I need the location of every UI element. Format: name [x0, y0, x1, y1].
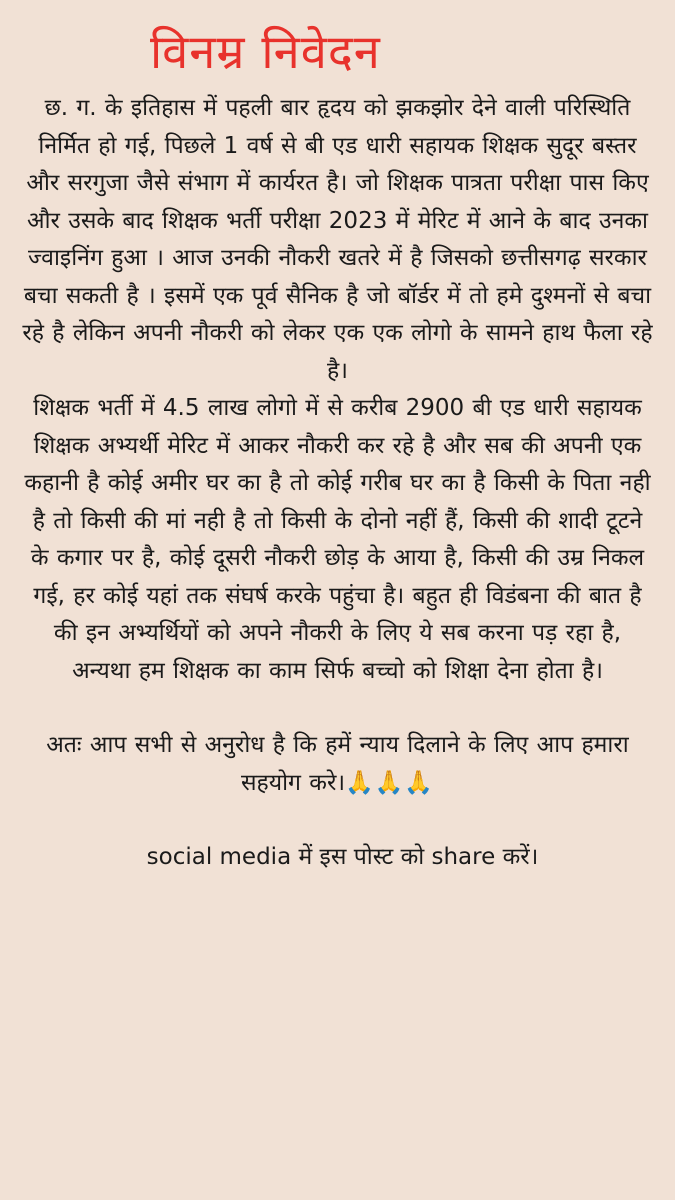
paragraph-2: शिक्षक भर्ती में 4.5 लाख लोगो में से करीब 2900 बी एड धारी सहायक शिक्षक अभ्यर्थी मेरिट में आकर नौकरी कर रहे है और सब की अपनी एक कहानी है कोई अमीर घर का है तो कोई गरीब घर का है किसी के पिता नही है तो किसी की मां नही है तो किसी के दोनो नहीं हैं, किसी की शादी टूटने के कगार पर है, कोई दूसरी नौकरी छोड़ के आया है, किसी की उम्र निकल गई, हर कोई यहां तक संघर्ष करके पहुंचा है। बहुत ही विडंबना की बात है की इन अभ्यर्थियों को अपने नौकरी के लिए ये सब करना पड़ रहा है, अन्यथा हम शिक्षक का काम सिर्फ बच्चो को शिक्षा देना होता है। [24, 395, 651, 684]
spacer [22, 802, 653, 839]
appeal-paragraph [22, 727, 653, 802]
notice-title: विनम्र निवेदन [150, 25, 381, 80]
folded-hands-icon: 🙏🙏🙏 [345, 769, 435, 796]
appeal-text: अतः आप सभी से अनुरोध है कि हमें न्याय दिलाने के लिए आप हमारा सहयोग करे। [46, 732, 629, 796]
share-line: social media में इस पोस्ट को share करें। [146, 844, 539, 870]
paragraph-1: छ. ग. के इतिहास में पहली बार हृदय को झकझोर देने वाली परिस्थिति निर्मित हो गई, पिछले 1 वर्ष से बी एड धारी सहायक शिक्षक सुदूर बस्तर और सरगुजा जैसे संभाग में कार्यरत है। जो शिक्षक पात्रता परीक्षा पास किए और उसके बाद शिक्षक भर्ती परीक्षा 2023 में मेरिट में आने के बाद उनका ज्वाइनिंग हुआ । आज उनकी नौकरी खतरे में है जिसको छत्तीसगढ़ सरकार बचा सकती है । इसमें एक पूर्व सैनिक है जो बॉर्डर में तो हमे दुश्मनों से बचा रहे है लेकिन अपनी नौकरी को लेकर एक एक लोगो के सामने हाथ फैला रहे है। [22, 95, 653, 384]
spacer [22, 690, 653, 727]
